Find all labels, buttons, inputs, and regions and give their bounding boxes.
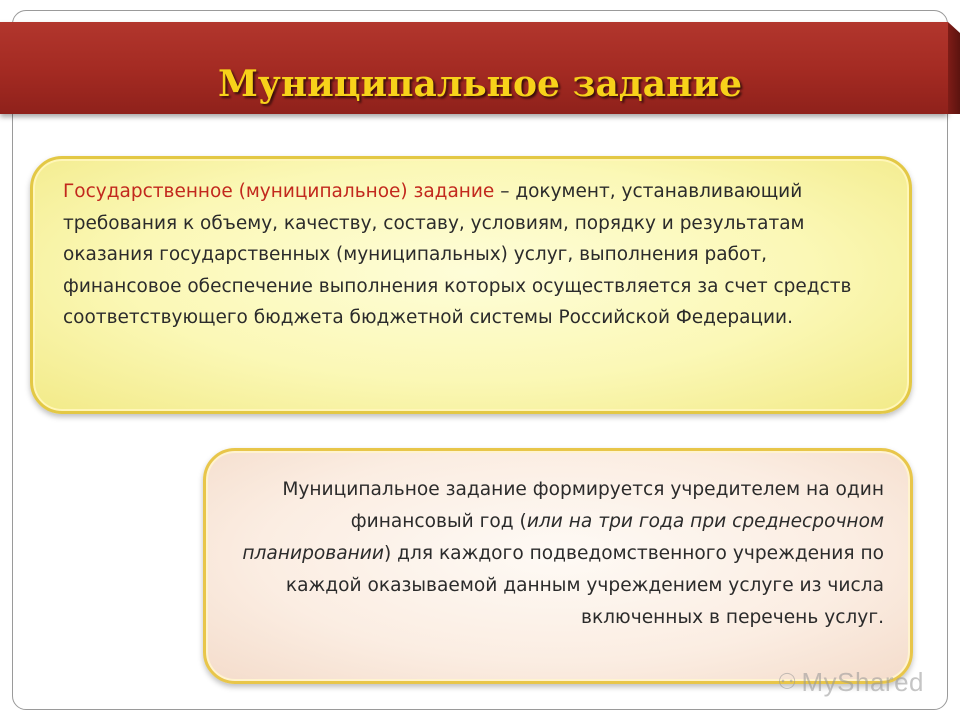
definition-text: – документ, устанавливающий требования к объему, качеству, составу, условиям, порядку и результатам оказания государственных (муниципальных) услуг, выполнения работ, финансовое обеспечение выполнения которых осуществляется за счет средств соответствующего бюджета бюджетной системы Российской Федерации. [63,181,852,328]
people-icon: ⚇ [777,669,798,694]
municipal-text-italic: или на три года при среднесрочном планировании [242,511,884,564]
definition-term: Государственное (муниципальное) задание [63,181,495,202]
watermark [777,667,924,698]
municipal-text-part3: ) для каждого подведомственного учреждения по каждой оказываемой данным учреждением услуге из числа включенных в перечень услуг. [285,543,884,628]
municipal-task-box [203,448,913,684]
watermark-text: MyShared [801,667,924,697]
slide-title: Муниципальное задание [217,63,743,105]
definition-box [30,156,912,414]
municipal-text-part1: Муниципальное задание формируется учредителем на один финансовый год ( [282,479,884,532]
